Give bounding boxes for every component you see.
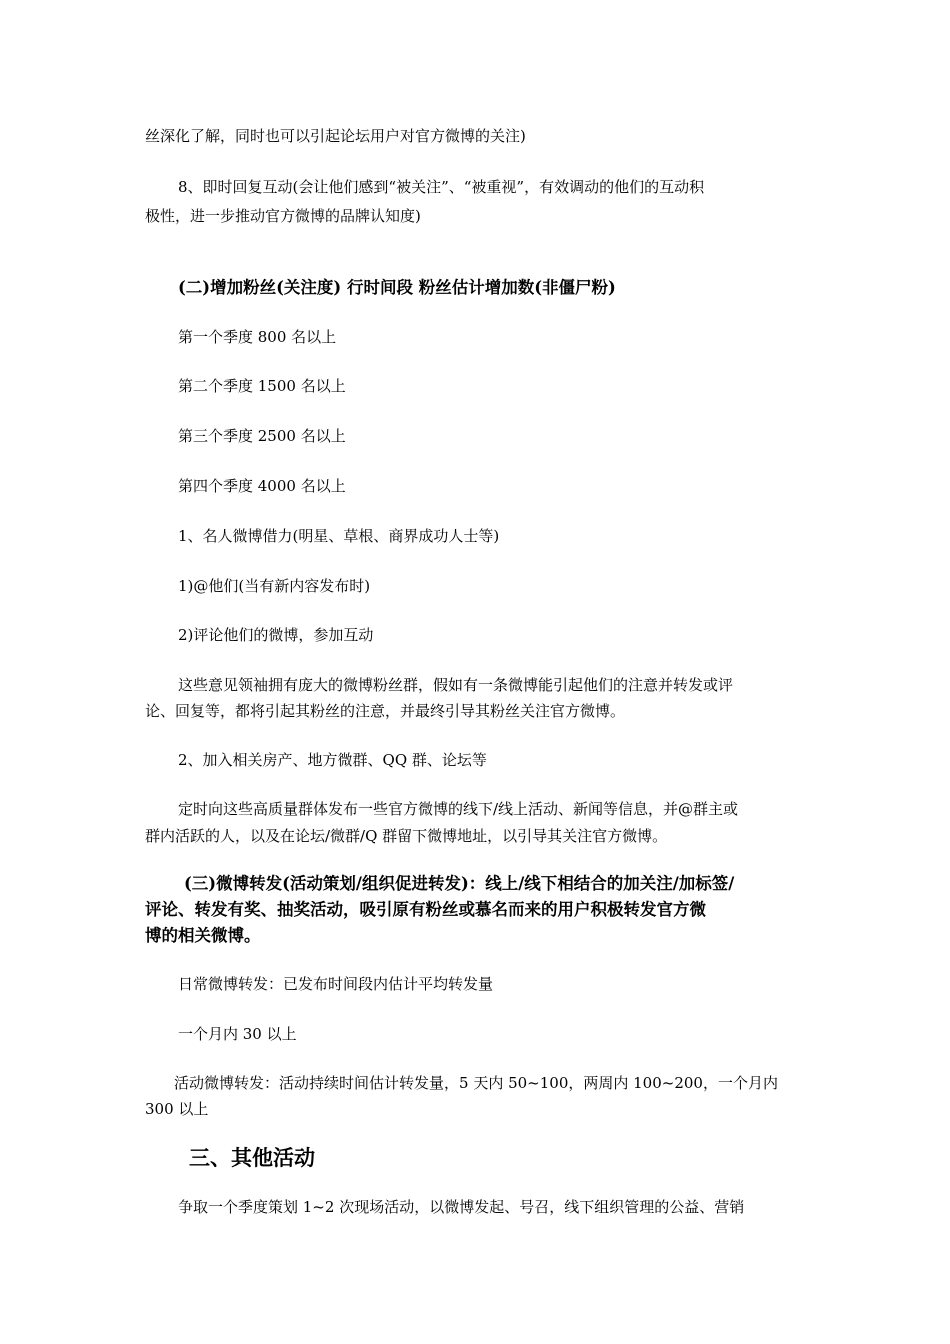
item-8-line-2: 极性，进一步推动官方微博的品牌认知度): [145, 207, 421, 225]
section-3-heading-line-1: (三)微博转发(活动策划/组织促进转发)：线上/线下相结合的加关注/加标签/: [184, 874, 735, 893]
chapter-3-heading: 三、其他活动: [189, 1145, 315, 1170]
item-2-groups: 2、加入相关房产、地方微群、QQ 群、论坛等: [178, 751, 487, 769]
paragraph-continuation: 丝深化了解，同时也可以引起论坛用户对官方微博的关注): [145, 127, 526, 145]
monthly-repost: 一个月内 30 以上: [178, 1025, 297, 1043]
quarter-4-target: 第四个季度 4000 名以上: [178, 477, 346, 495]
activity-repost-line-2: 300 以上: [145, 1100, 209, 1118]
leaders-para-line-2: 论、回复等，都将引起其粉丝的注意，并最终引导其粉丝关注官方微博。: [145, 702, 626, 720]
item-1-sub-2: 2)评论他们的微博，参加互动: [178, 626, 374, 644]
groups-para-line-1: 定时向这些高质量群体发布一些官方微博的线下/线上活动、新闻等信息，并@群主或: [178, 800, 739, 818]
leaders-para-line-1: 这些意见领袖拥有庞大的微博粉丝群，假如有一条微博能引起他们的注意并转发或评: [178, 676, 734, 694]
item-8-line-1: 8、即时回复互动(会让他们感到“被关注”、“被重视”，有效调动的他们的互动积: [178, 178, 705, 196]
item-1-sub-1: 1)@他们(当有新内容发布时): [178, 577, 371, 595]
activity-repost-line-1: 活动微博转发：活动持续时间估计转发量，5 天内 50~100，两周内 100~200，一个月内: [174, 1074, 778, 1092]
daily-repost: 日常微博转发：已发布时间段内估计平均转发量: [178, 975, 494, 993]
quarter-3-target: 第三个季度 2500 名以上: [178, 427, 346, 445]
groups-para-line-2: 群内活跃的人，以及在论坛/微群/Q 群留下微博地址，以引导其关注官方微博。: [145, 827, 668, 845]
section-2-heading: (二)增加粉丝(关注度) 行时间段 粉丝估计增加数(非僵尸粉): [178, 278, 616, 297]
quarter-1-target: 第一个季度 800 名以上: [178, 328, 337, 346]
item-1-celebrity: 1、名人微博借力(明星、草根、商界成功人士等): [178, 527, 500, 545]
section-3-heading-line-2: 评论、转发有奖、抽奖活动，吸引原有粉丝或慕名而来的用户积极转发官方微: [145, 900, 706, 919]
quarter-2-target: 第二个季度 1500 名以上: [178, 377, 346, 395]
last-para-line-1: 争取一个季度策划 1~2 次现场活动，以微博发起、号召，线下组织管理的公益、营销: [178, 1198, 745, 1216]
section-3-heading-line-3: 博的相关微博。: [145, 926, 261, 945]
